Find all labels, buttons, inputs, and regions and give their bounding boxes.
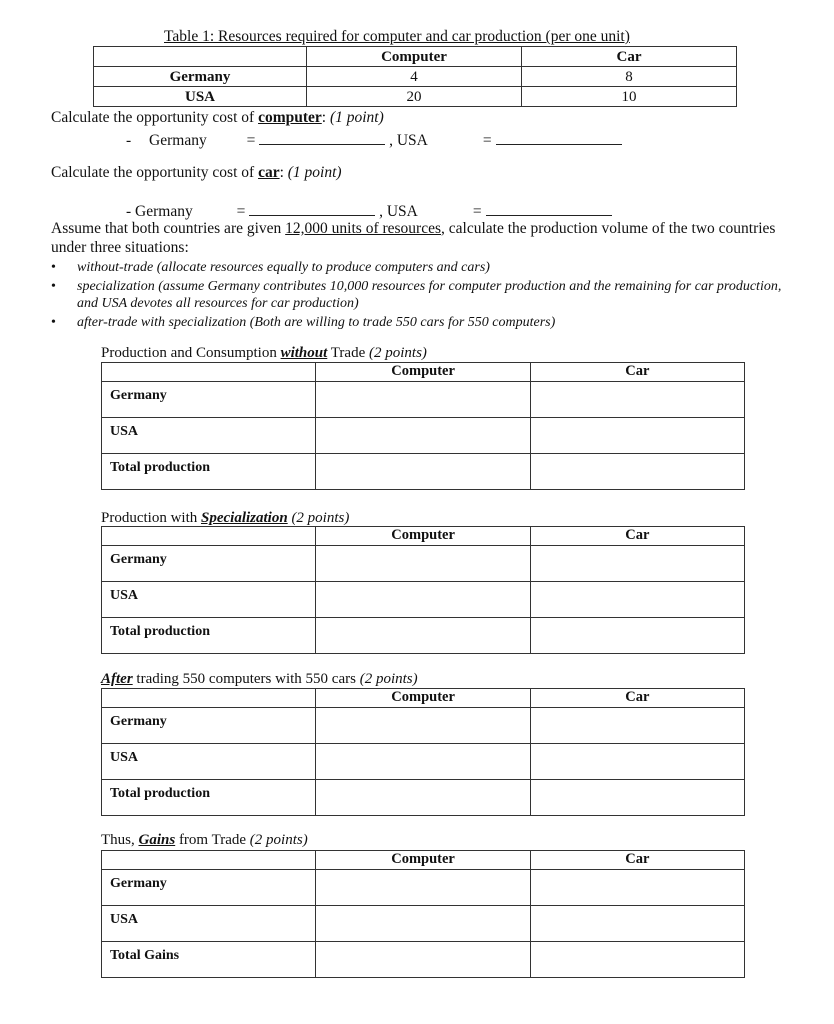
col-header-car: Car xyxy=(530,527,744,546)
table-specialization xyxy=(101,526,745,654)
table-title-after-trade: After trading 550 computers with 550 cars (2 points) xyxy=(101,671,418,687)
table1-row xyxy=(94,67,737,87)
table1-header-car: Car xyxy=(522,47,737,67)
header-blank xyxy=(102,689,316,708)
answer-cell[interactable] xyxy=(316,708,530,744)
table-header-row xyxy=(102,851,745,870)
answer-cell[interactable] xyxy=(530,618,744,654)
list-item: • without-trade (allocate resources equally to produce computers and cars) xyxy=(51,260,490,275)
answer-line-computer: - Germany = , USA = xyxy=(126,130,646,150)
answer-cell[interactable] xyxy=(530,546,744,582)
header-blank xyxy=(102,363,316,382)
col-header-computer: Computer xyxy=(316,527,530,546)
table-gains xyxy=(101,850,745,978)
answer-cell[interactable] xyxy=(530,708,744,744)
answer-cell[interactable] xyxy=(316,906,530,942)
row-label-total: Total Gains xyxy=(102,942,316,978)
table-row xyxy=(102,382,745,418)
list-item: • specialization (assume Germany contributes 10,000 resources for computer production and the remaining for car production, and USA devotes all resources for car production) xyxy=(51,279,782,311)
answer-line-car: - Germany = , USA = xyxy=(126,201,646,221)
assumption-paragraph: Assume that both countries are given 12,000 units of resources, calculate the production volume of the two countries under three situations: xyxy=(51,220,776,256)
row-label-germany: Germany xyxy=(102,546,316,582)
answer-cell[interactable] xyxy=(316,744,530,780)
question-car: Calculate the opportunity cost of car: (1 point) xyxy=(51,164,342,181)
answer-blank-germany-car[interactable] xyxy=(249,201,375,216)
answer-cell[interactable] xyxy=(530,780,744,816)
table1-row xyxy=(94,87,737,107)
answer-cell[interactable] xyxy=(316,418,530,454)
col-header-computer: Computer xyxy=(316,363,530,382)
answer-cell[interactable] xyxy=(530,744,744,780)
table1-cell: 8 xyxy=(522,67,737,87)
answer-cell[interactable] xyxy=(316,582,530,618)
table-header-row xyxy=(102,527,745,546)
table-title-gains: Thus, Gains from Trade (2 points) xyxy=(101,832,308,848)
row-label-germany: Germany xyxy=(102,708,316,744)
table-title-specialization: Production with Specialization (2 points) xyxy=(101,510,350,526)
table-row xyxy=(102,744,745,780)
table-row xyxy=(102,418,745,454)
answer-cell[interactable] xyxy=(530,906,744,942)
question-computer: Calculate the opportunity cost of computer: (1 point) xyxy=(51,109,384,126)
table-row xyxy=(102,942,745,978)
table-header-row xyxy=(102,689,745,708)
row-label-usa: USA xyxy=(102,418,316,454)
answer-cell[interactable] xyxy=(316,454,530,490)
table1 xyxy=(93,46,737,107)
answer-cell[interactable] xyxy=(530,454,744,490)
answer-cell[interactable] xyxy=(530,870,744,906)
col-header-computer: Computer xyxy=(316,689,530,708)
row-label-total: Total production xyxy=(102,780,316,816)
row-label-usa: USA xyxy=(102,744,316,780)
table1-country: Germany xyxy=(94,67,307,87)
row-label-germany: Germany xyxy=(102,870,316,906)
table1-cell: 20 xyxy=(307,87,522,107)
table1-header-blank xyxy=(94,47,307,67)
table1-country: USA xyxy=(94,87,307,107)
header-blank xyxy=(102,851,316,870)
table-row xyxy=(102,780,745,816)
answer-blank-usa-computer[interactable] xyxy=(496,130,622,145)
answer-cell[interactable] xyxy=(530,382,744,418)
situation-list xyxy=(51,259,786,331)
table-header-row xyxy=(102,363,745,382)
table1-cell: 4 xyxy=(307,67,522,87)
answer-cell[interactable] xyxy=(316,870,530,906)
answer-blank-usa-car[interactable] xyxy=(486,201,612,216)
answer-cell[interactable] xyxy=(316,546,530,582)
table-row xyxy=(102,454,745,490)
table-row xyxy=(102,906,745,942)
row-label-total: Total production xyxy=(102,618,316,654)
answer-cell[interactable] xyxy=(530,418,744,454)
answer-blank-germany-computer[interactable] xyxy=(259,130,385,145)
table1-header-row xyxy=(94,47,737,67)
table-row xyxy=(102,582,745,618)
answer-cell[interactable] xyxy=(316,382,530,418)
col-header-car: Car xyxy=(530,851,744,870)
table-after-trade xyxy=(101,688,745,816)
table-row xyxy=(102,708,745,744)
col-header-computer: Computer xyxy=(316,851,530,870)
table-row xyxy=(102,546,745,582)
table1-header-computer: Computer xyxy=(307,47,522,67)
table1-caption: Table 1: Resources required for computer and car production (per one unit) xyxy=(164,28,630,45)
col-header-car: Car xyxy=(530,689,744,708)
table-title-without-trade: Production and Consumption without Trade (2 points) xyxy=(101,345,427,361)
table-row xyxy=(102,870,745,906)
row-label-usa: USA xyxy=(102,582,316,618)
row-label-total: Total production xyxy=(102,454,316,490)
col-header-car: Car xyxy=(530,363,744,382)
table-without-trade xyxy=(101,362,745,490)
row-label-germany: Germany xyxy=(102,382,316,418)
header-blank xyxy=(102,527,316,546)
row-label-usa: USA xyxy=(102,906,316,942)
answer-cell[interactable] xyxy=(316,618,530,654)
answer-cell[interactable] xyxy=(316,942,530,978)
table1-cell: 10 xyxy=(522,87,737,107)
answer-cell[interactable] xyxy=(530,582,744,618)
list-item: • after-trade with specialization (Both are willing to trade 550 cars for 550 computers) xyxy=(51,315,556,330)
answer-cell[interactable] xyxy=(530,942,744,978)
table-row xyxy=(102,618,745,654)
answer-cell[interactable] xyxy=(316,780,530,816)
